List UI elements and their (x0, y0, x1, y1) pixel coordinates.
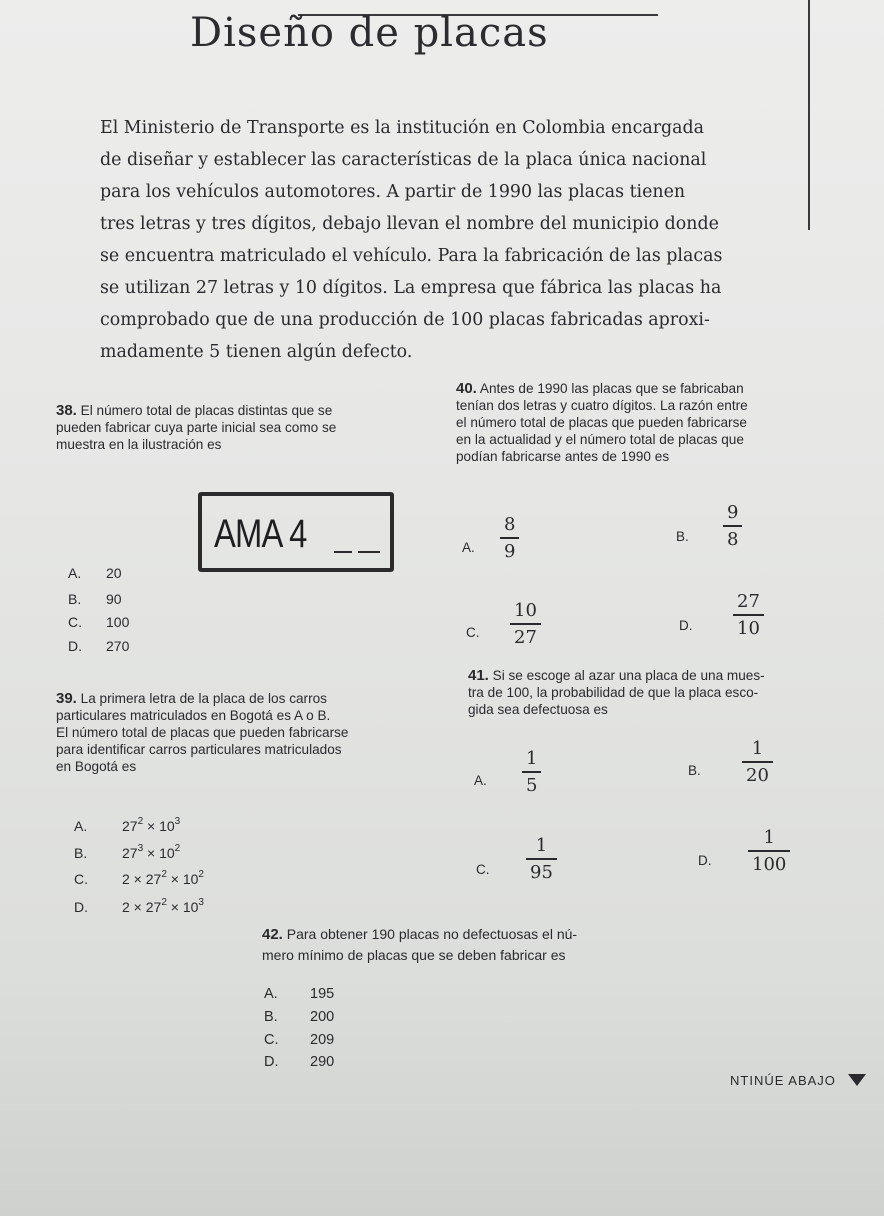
intro-line: comprobado que de una producción de 100 placas fabricadas aproxi- (100, 310, 710, 330)
q42-option-c[interactable]: C. 209 (264, 1032, 335, 1048)
q42-option-d[interactable]: D. 290 (264, 1054, 335, 1070)
q41-option-b-label[interactable]: B. (688, 763, 701, 778)
q40-option-b-fraction[interactable]: 9 8 (723, 502, 742, 550)
intro-line: El Ministerio de Transporte es la institución en Colombia encargada (100, 118, 705, 138)
question-text: Antes de 1990 las placas que se fabricaban (479, 381, 744, 396)
question-text: pueden fabricar cuya parte inicial sea como se (56, 420, 337, 435)
question-text: en Bogotá es (56, 759, 137, 774)
question-text: particulares matriculados en Bogotá es A o B. (56, 708, 331, 723)
q38-option-d[interactable]: D. 270 (68, 638, 130, 654)
question-text: La primera letra de la placa de los carros (80, 691, 327, 706)
question-text: Para obtener 190 placas no defectuosas el nú- (286, 926, 578, 942)
license-plate-illustration (198, 492, 394, 572)
q39-option-a[interactable]: A. $27^2 \times 10^3$ (74, 816, 181, 834)
q39-option-d[interactable]: D. $2 \times 27^2 \times 10^3$ (74, 897, 204, 915)
q42-option-a[interactable]: A. 195 (264, 986, 335, 1002)
q41-option-b-fraction[interactable]: 1 20 (742, 738, 773, 786)
q40-option-c-fraction[interactable]: 10 27 (510, 600, 541, 648)
q40-option-d-label[interactable]: D. (679, 618, 693, 633)
intro-line: de diseñar y establecer las características de la placa única nacional (100, 150, 707, 170)
q40-option-c-label[interactable]: C. (466, 625, 480, 640)
q38-option-b[interactable]: B. 90 (68, 591, 122, 607)
question-number: 41. (468, 667, 489, 684)
question-number: 39. (56, 690, 77, 707)
q40-option-d-fraction[interactable]: 27 10 (733, 591, 764, 639)
continue-below-label: NTINÚE ABAJO (730, 1073, 836, 1088)
q41-option-d-label[interactable]: D. (698, 853, 712, 868)
q41-option-d-fraction[interactable]: 1 100 (748, 827, 790, 875)
question-text: podían fabricarse antes de 1990 es (456, 449, 670, 464)
question-text: mero mínimo de placas que se deben fabricar es (262, 947, 566, 963)
question-text: en la actualidad y el número total de placas que (456, 432, 744, 447)
page-title: Diseño de placas (190, 10, 549, 56)
q40-option-a-label[interactable]: A. (462, 540, 475, 555)
q41-option-c-label[interactable]: C. (476, 862, 490, 877)
question-text: el número total de placas que pueden fabricarse (456, 415, 747, 430)
question-text: El número total de placas que pueden fabricarse (56, 725, 349, 740)
plate-blank (358, 551, 380, 553)
question-number: 42. (262, 926, 283, 943)
q39-option-c[interactable]: C. $2 \times 27^2 \times 10^2$ (74, 869, 204, 887)
question-text: tra de 100, la probabilidad de que la placa esco- (468, 685, 759, 700)
question-text: El número total de placas distintas que se (80, 403, 333, 418)
question-text: tenían dos letras y cuatro dígitos. La razón entre (456, 398, 748, 413)
arrow-down-icon (848, 1074, 866, 1086)
q39-option-b[interactable]: B. $27^3 \times 10^2$ (74, 843, 181, 861)
q42-option-b[interactable]: B. 200 (264, 1009, 335, 1025)
q38-option-c[interactable]: C. 100 (68, 614, 130, 630)
intro-line: para los vehículos automotores. A partir de 1990 las placas tienen (100, 182, 686, 202)
question-39 (56, 690, 348, 775)
question-number: 40. (456, 380, 477, 397)
q41-option-c-fraction[interactable]: 1 95 (526, 835, 557, 883)
intro-line: madamente 5 tienen algún defecto. (100, 342, 413, 362)
q41-option-a-label[interactable]: A. (474, 773, 487, 788)
question-42 (262, 924, 577, 965)
question-38 (56, 402, 336, 453)
question-40 (456, 380, 748, 465)
intro-line: se encuentra matriculado el vehículo. Para la fabricación de las placas (100, 246, 723, 266)
question-text: Si se escoge al azar una placa de una mues- (492, 668, 765, 683)
q38-option-a[interactable]: A. 20 (68, 565, 122, 581)
q40-option-b-label[interactable]: B. (676, 529, 689, 544)
question-text: gida sea defectuosa es (468, 702, 608, 717)
question-41 (468, 667, 765, 718)
question-text: para identificar carros particulares matriculados (56, 742, 342, 757)
intro-line: tres letras y tres dígitos, debajo llevan el nombre del municipio donde (100, 214, 719, 234)
intro-paragraph (100, 112, 790, 368)
plate-text: AMA 4 (214, 512, 307, 556)
plate-blank (334, 551, 352, 553)
question-number: 38. (56, 402, 77, 419)
q41-option-a-fraction[interactable]: 1 5 (522, 748, 541, 796)
question-text: muestra en la ilustración es (56, 437, 222, 452)
side-rule (808, 0, 810, 230)
q40-option-a-fraction[interactable]: 8 9 (500, 514, 519, 562)
intro-line: se utilizan 27 letras y 10 dígitos. La empresa que fábrica las placas ha (100, 278, 722, 298)
